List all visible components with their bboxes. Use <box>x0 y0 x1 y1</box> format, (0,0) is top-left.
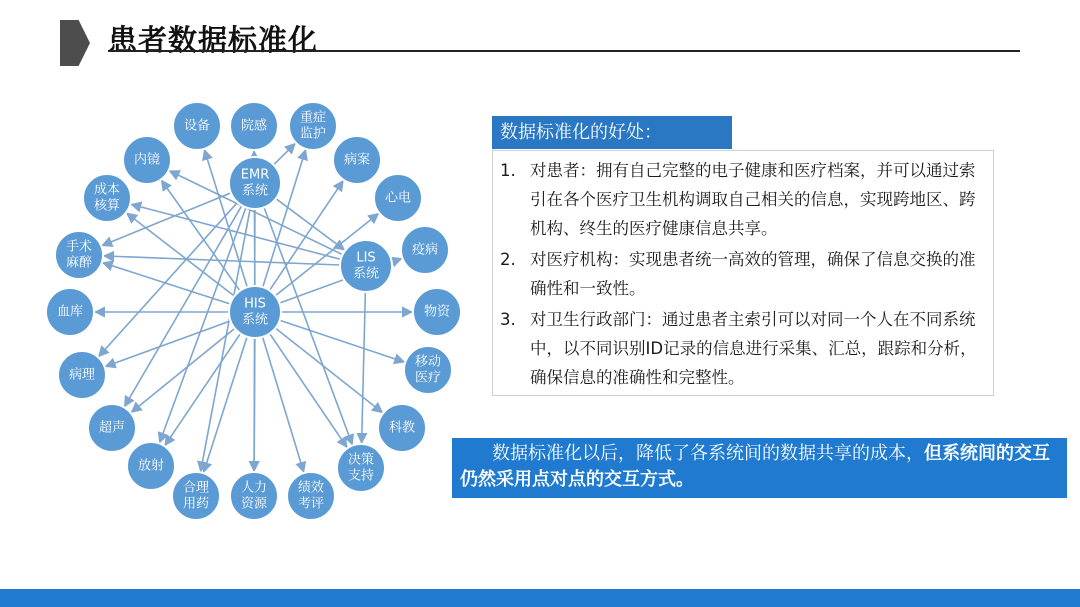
system-node-mobile <box>404 346 452 394</box>
system-node-icu <box>289 102 337 150</box>
footer-bar <box>0 589 1080 607</box>
conclusion-box <box>452 438 1067 498</box>
system-node-supplies <box>413 288 461 336</box>
hub-node-label: EMR <box>240 167 270 183</box>
system-node-label: 决策 <box>347 452 375 468</box>
hub-node-label: 系统 <box>352 266 380 282</box>
system-node-infection <box>230 102 278 150</box>
system-node-label: 重症 <box>299 110 327 126</box>
hub-node-label: LIS <box>356 250 376 266</box>
system-node-label: 内镜 <box>133 152 161 168</box>
benefit-text: 对医疗机构：实现患者统一高效的管理，确保了信息交换的准确性和一致性。 <box>530 250 976 298</box>
benefit-text: 对患者：拥有自己完整的电子健康和医疗档案，并可以通过索引在各个医疗卫生机构调取自己相关的信息，实现跨地区、跨机构、终生的医疗健康信息共享。 <box>530 161 976 238</box>
system-node-records <box>333 136 381 184</box>
connection-arrow-his-mobile <box>280 320 405 362</box>
system-node-label: 物资 <box>423 304 451 320</box>
system-node-radiology <box>127 442 175 490</box>
hub-node-his <box>229 286 281 338</box>
hub-node-lis <box>340 240 392 292</box>
system-node-label: 核算 <box>93 198 121 214</box>
connection-arrow-his-radiology <box>165 334 240 446</box>
system-node-label: 病案 <box>343 152 371 168</box>
connection-arrow-his-research <box>275 328 382 412</box>
hub-node-label: 系统 <box>241 183 269 199</box>
conclusion-emphasis: 但系统间的交互仍然采用点对点的交互方式。 <box>460 443 1050 490</box>
system-node-label: 心电 <box>384 190 412 206</box>
system-node-epidemic <box>401 226 449 274</box>
connection-arrow-lis-decision <box>362 292 366 443</box>
system-node-label: 手术 <box>65 239 93 255</box>
hub-node-label: HIS <box>244 296 266 312</box>
system-node-label: 医疗 <box>414 370 442 386</box>
hub-node-emr <box>229 157 281 209</box>
system-node-label: 考评 <box>297 496 325 512</box>
connection-arrow-emr-drug <box>201 209 251 472</box>
system-node-label: 麻醉 <box>65 255 93 271</box>
benefit-text: 对卫生行政部门：通过患者主索引可以对同一个人在不同系统中，以不同识别ID记录的信息进行采集、汇总，跟踪和分析，确保信息的准确性和完整性。 <box>530 310 977 387</box>
system-node-label: 血库 <box>56 304 84 320</box>
system-node-label: 移动 <box>414 354 442 370</box>
system-node-ultrasound <box>88 404 136 452</box>
system-node-bloodbank <box>46 288 94 336</box>
system-node-label: 疫病 <box>411 242 439 258</box>
system-node-performance <box>287 472 335 520</box>
system-node-label: 支持 <box>347 468 375 484</box>
benefits-header: 数据标准化的好处： <box>492 116 732 149</box>
system-node-equip <box>173 102 221 150</box>
system-node-label: 用药 <box>182 496 210 512</box>
system-node-label: 病理 <box>68 367 96 383</box>
system-node-label: 设备 <box>183 118 211 134</box>
connection-arrow-his-performance <box>263 337 304 472</box>
system-node-label: 绩效 <box>297 480 325 496</box>
system-node-label: 合理 <box>182 480 210 496</box>
system-node-anesthesia <box>55 231 103 279</box>
system-node-cost <box>83 174 131 222</box>
connection-arrow-his-anesthesia <box>103 263 230 304</box>
system-node-label: 资源 <box>240 496 268 512</box>
benefit-number: 1. <box>500 161 516 180</box>
connection-arrow-emr-lis <box>276 199 345 250</box>
page-title: 患者数据标准化 <box>108 23 319 57</box>
connection-arrow-emr-icu <box>274 144 296 165</box>
connection-arrow-emr-hr <box>254 209 255 471</box>
conclusion-text: 数据标准化以后，降低了各系统间的数据共享的成本， <box>492 443 924 464</box>
connection-arrow-his-records <box>269 181 343 291</box>
system-node-label: 放射 <box>137 458 165 474</box>
benefit-number: 2. <box>500 250 516 269</box>
hub-node-label: 系统 <box>241 312 269 328</box>
system-node-label: 成本 <box>93 182 121 198</box>
system-node-research <box>378 404 426 452</box>
system-node-label: 人力 <box>240 480 268 496</box>
system-node-label: 超声 <box>98 420 126 436</box>
system-node-decision <box>337 444 385 492</box>
connection-arrow-his-decision <box>270 334 347 448</box>
system-node-hr <box>230 472 278 520</box>
system-node-label: 科教 <box>388 420 416 436</box>
benefit-number: 3. <box>500 310 516 329</box>
system-node-label: 院感 <box>240 118 268 134</box>
system-node-pathology <box>58 351 106 399</box>
system-node-drug <box>172 472 220 520</box>
system-node-label: 监护 <box>299 126 327 142</box>
system-node-ecg <box>374 174 422 222</box>
connection-arrow-lis-anesthesia <box>104 256 340 265</box>
system-node-endoscopy <box>123 136 171 184</box>
system-network-diagram <box>0 0 480 560</box>
